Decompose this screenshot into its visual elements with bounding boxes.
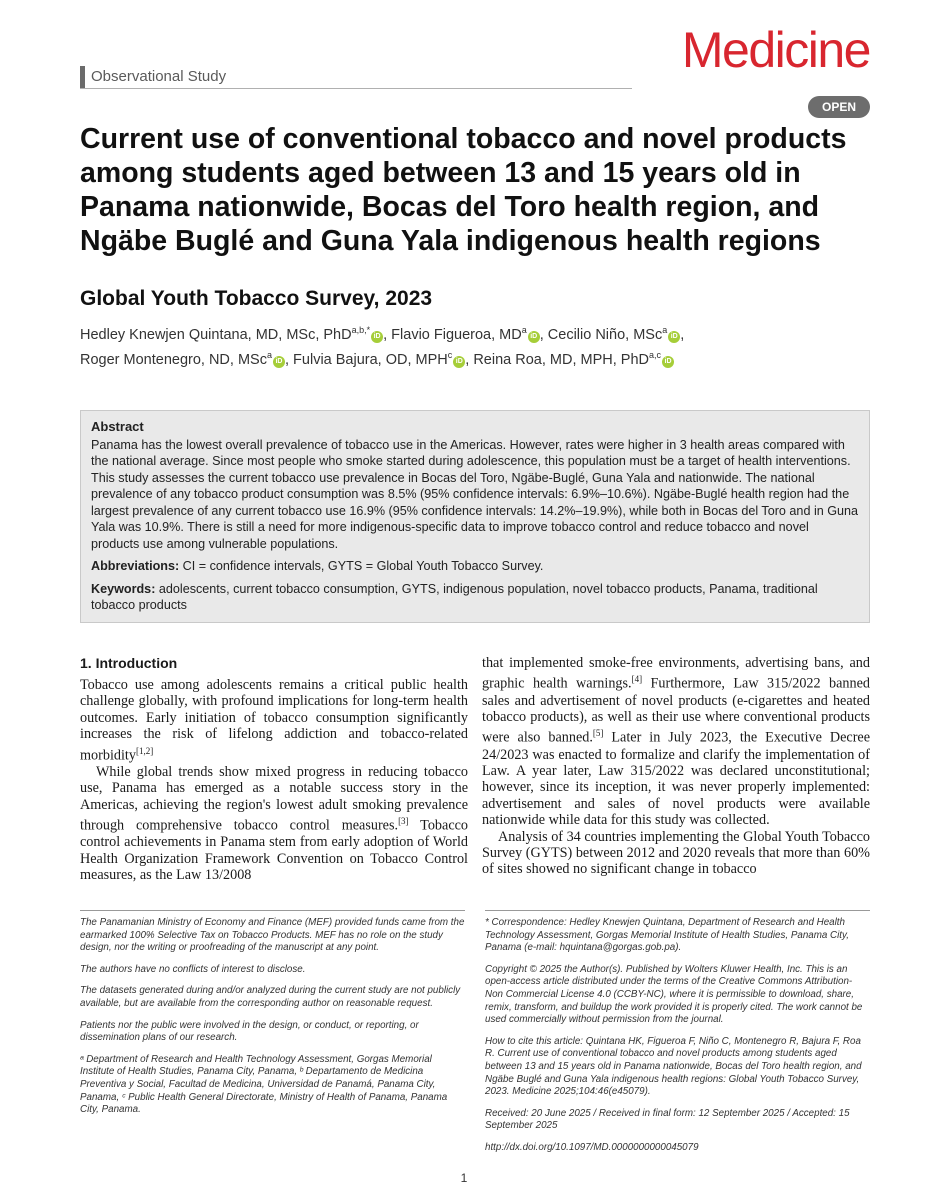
abstract-text: Panama has the lowest overall prevalence of tobacco use in the Americas. However, rates were higher in 3 health areas compared with the national average. Since most people who smoke started during adolescence, this population must be a target of health interventions. This study assesses the current tobacco use prevalence in Bocas del Toro, Ngäbe-Buglé, Guna Yala and nationwide. The national prevalence of any tobacco product consumption was 8.5% (95% confidence intervals: 6.9%–10.6%). Ngäbe-Buglé health region had the largest prevalence of any current tobacco use 16.9% (95% confidence intervals: 14.2%–19.9%), while both in Bocas del Toro and in Guna Yala was 10.9%. There is still a need for more indigenous-specific data to improve tobacco control and reduce tobacco and novel products use among vulnerable populations. xyxy=(91,437,859,551)
author-name: Reina Roa, MD, MPH, PhD xyxy=(473,351,649,368)
paragraph xyxy=(80,677,468,764)
orcid-icon[interactable]: iD xyxy=(668,331,680,343)
author-name: Fulvia Bajura, OD, MPH xyxy=(293,351,448,368)
footnotes-right xyxy=(485,917,870,1164)
citation-ref[interactable]: [4] xyxy=(631,674,643,685)
author-affiliation: c xyxy=(447,349,453,360)
body-column-right xyxy=(482,655,870,878)
paragraph-text: that implemented smoke-free environments, advertising bans, and graphic health warnings. xyxy=(482,655,870,693)
article-title: Current use of conventional tobacco and novel products among students aged between 13 and 15 years old in Panama nationwide, Bocas del Toro health region, and Ngäbe Buglé and Guna Yala indigenous health regions xyxy=(80,123,847,257)
orcid-icon[interactable]: iD xyxy=(528,331,540,343)
orcid-icon[interactable]: iD xyxy=(371,331,383,343)
citation-ref[interactable]: [5] xyxy=(592,728,604,739)
orcid-icon[interactable]: iD xyxy=(662,356,674,368)
author-name: Cecilio Niño, MSc xyxy=(547,326,663,343)
author-affiliation: a,b,* xyxy=(351,325,371,335)
author-name: Roger Montenegro, ND, MSc xyxy=(80,351,267,368)
author-affiliation: a xyxy=(662,325,668,335)
footnote-divider xyxy=(485,910,870,911)
journal-logo: Medicine xyxy=(681,22,870,78)
abbreviations-label: Abbreviations: xyxy=(91,559,180,573)
patient-involvement-note: Patients nor the public were involved in the design, or conduct, or reporting, or dissemination plans of our research. xyxy=(80,1019,419,1044)
copyright-note: Copyright © 2025 the Author(s). Published by Wolters Kluwer Health, Inc. This is an open-access article distributed under the terms of the Creative Commons Attribution-Non Commercial License 4.0 (CCBY-NC), where it is permissible to download, share, remix, transform, and buildup the work provided it is properly cited. The work cannot be used commercially without permission from the journal. xyxy=(485,963,863,1026)
data-availability-note: The datasets generated during and/or analyzed during the current study are not publicly available, but are available from the corresponding author on reasonable request. xyxy=(80,985,461,1009)
paragraph-text: Tobacco use among adolescents remains a critical public health challenge globally, with profound implications for long-term health outcomes. Early initiation of tobacco consumption significantly increases the risk of lifelong addiction and tobacco-related morbidity xyxy=(80,677,468,764)
paragraph-text: Tobacco control achievements in Panama stem from early adoption of World Health Organization Framework Convention on Tobacco Control measures, as the Law 13/2008 xyxy=(80,817,469,883)
page-number: 1 xyxy=(460,1171,468,1185)
author-affiliation: a xyxy=(266,349,272,360)
paragraph-text: Later in July 2023, the Executive Decree 24/2023 was enacted to formalize and clarify the implementation of Law. A year later, Law 315/2022 was declared unconstitutional; however, since its inception, it was never properly implemented: advertisement and sales of novel products were available nationwide while data for this study was collected. xyxy=(482,730,871,829)
abbreviations xyxy=(91,558,859,575)
article-type-label: Observational Study xyxy=(80,66,226,88)
abstract-heading: Abstract xyxy=(91,419,144,434)
keywords-label: Keywords: xyxy=(91,581,156,596)
open-access-badge: OPEN xyxy=(808,96,870,118)
keywords xyxy=(91,581,859,614)
paragraph-text: While global trends show mixed progress in reducing tobacco use, Panama has emerged as a notable success story in the Americas, achieving the region's lowest adult smoking prevalence through comprehensive tobacco control measures. xyxy=(80,763,468,834)
paragraph: Analysis of 34 countries implementing the Global Youth Tobacco Survey (GYTS) between 2012 and 2020 reveals that more than 60% of sites showed no significant change in tobacco xyxy=(482,828,870,878)
keywords-text: adolescents, current tobacco consumption, GYTS, indigenous population, novel tobacco products, Panama, traditional tobacco products xyxy=(91,581,818,612)
author-name: Flavio Figueroa, MD xyxy=(391,326,522,343)
funding-note: The Panamanian Ministry of Economy and Finance (MEF) provided funds came from the earmarked 100% Selective Tax on Tobacco Products. MEF has no role on the study design, nor the writing or proofreading of the manuscript at any point. xyxy=(80,917,465,954)
affiliations-note: ᵃ Department of Research and Health Technology Assessment, Gorgas Memorial Institute of Health Studies, Panama City, Panama, ᵇ Departamento de Medicina Preventiva y Social, Facultad de Medicina, Universidad de Panamá, Panama City, Panama, ᶜ Public Health General Directorate, Ministry of Health of Panama, Panama City, Panama. xyxy=(80,1053,448,1116)
paragraph xyxy=(80,764,468,884)
citation-note: How to cite this article: Quintana HK, Figueroa F, Niño C, Montenegro R, Bajura F, Roa R. Current use of conventional tobacco and novel products among students aged between 13 and 15 years old in Panama nationwide, Bocas del Toro health region, and Ngäbe Buglé and Guna Yala indigenous health regions: Global Youth Tobacco Survey, 2023. Medicine 2025;104:46(e45079). xyxy=(485,1035,862,1098)
author-affiliation: a xyxy=(521,325,527,335)
orcid-icon[interactable]: iD xyxy=(453,356,465,368)
citation-ref[interactable]: [1,2] xyxy=(135,745,154,756)
conflict-note: The authors have no conflicts of interest to disclose. xyxy=(80,963,306,975)
abstract-box xyxy=(80,410,870,623)
abbreviations-text: CI = confidence intervals, GYTS = Global Youth Tobacco Survey. xyxy=(182,559,544,573)
footnote-divider xyxy=(80,910,465,911)
doi-link[interactable]: http://dx.doi.org/10.1097/MD.0000000000045079 xyxy=(485,1141,699,1153)
header-divider xyxy=(80,88,632,89)
author-name: Hedley Knewjen Quintana, MD, MSc, PhD xyxy=(80,326,352,343)
paragraph xyxy=(482,655,870,829)
section-heading: 1. Introduction xyxy=(80,655,178,671)
article-subtitle: Global Youth Tobacco Survey, 2023 xyxy=(80,287,433,310)
citation-ref[interactable]: [3] xyxy=(398,815,409,826)
orcid-icon[interactable]: iD xyxy=(273,356,285,368)
body-column-left xyxy=(80,655,468,883)
author-list: Hedley Knewjen Quintana, MD, MSc, PhD$^{a,b,*}$iD , Flavio Figueroa, $MD^aiD$ , Cecilio Niño, MSc$^a$iD , Roger Montenegro, ND, MSc$^a$iD , Fulvia Bajura, OD, MPH$^c$iD , Reina Roa, MD, MPH, PhD$^{a,c}$iD xyxy=(80,325,685,368)
correspondence-note: * Correspondence: Hedley Knewjen Quintana, Department of Research and Health Technology Assessment, Gorgas Memorial Institute of Health Studies, Panama City, Panama (e-mail: hquintana@gorgas.gob.pa). xyxy=(485,917,849,954)
paragraph-text: Furthermore, Law 315/2022 banned sales and advertisement of novel products (e-cigarettes and heated tobacco products), as well as their use where conventional products were also banned. xyxy=(482,676,870,747)
dates-note: Received: 20 June 2025 / Received in final form: 12 September 2025 / Accepted: 15 September 2025 xyxy=(485,1107,850,1132)
author-affiliation: a,c xyxy=(649,349,662,360)
footnotes-left xyxy=(80,917,465,1126)
